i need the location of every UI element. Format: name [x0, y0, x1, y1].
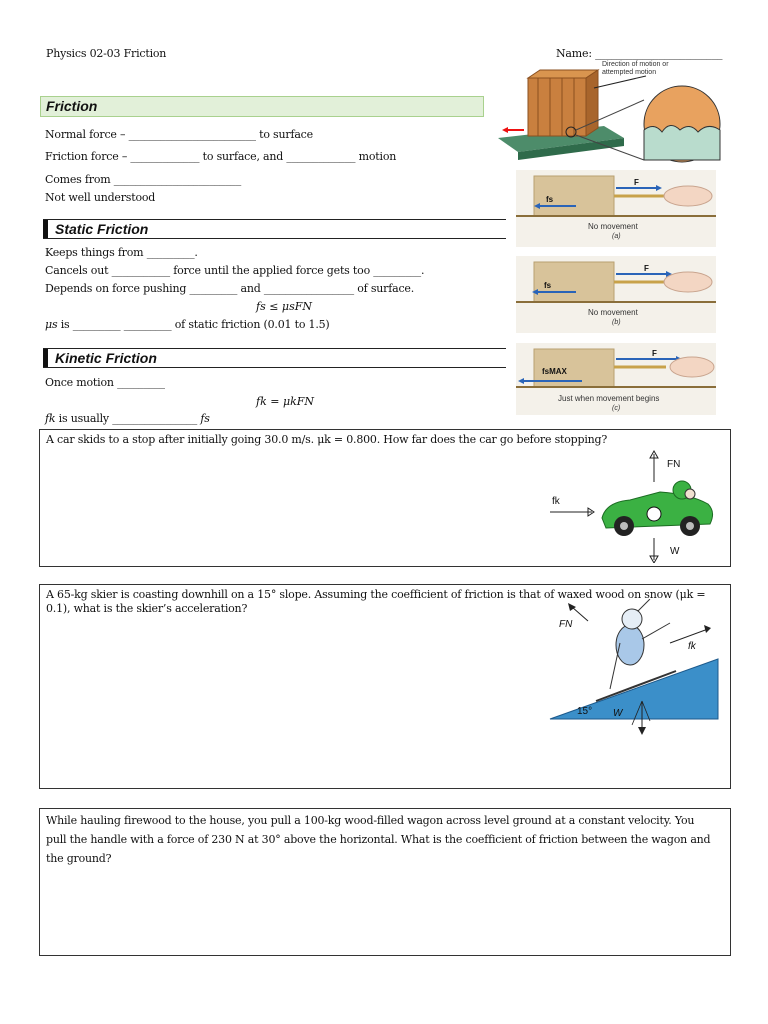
- kinetic-friction-title: Kinetic Friction: [55, 350, 157, 366]
- fn-label: FN: [667, 459, 681, 470]
- not-understood-line: Not well understood: [45, 191, 156, 204]
- static-line-2: Cancels out ___________ force until the applied force gets too _________.: [45, 264, 425, 277]
- panel-c: [516, 343, 716, 415]
- skier-body: [616, 625, 644, 665]
- pulling-hand: [664, 186, 712, 206]
- panel-a-tag: (a): [612, 233, 621, 240]
- crate-direction-label: Direction of motion or attempted motion: [602, 61, 669, 76]
- static-coefficient-text: is _________ _________ of static friction (0.01 to 1.5): [57, 318, 330, 331]
- slope-angle-label: 15°: [577, 706, 593, 717]
- kinetic-usually-text: is usually ________________: [55, 412, 201, 425]
- section-marker: [43, 349, 48, 368]
- static-friction-title: Static Friction: [55, 221, 149, 237]
- worksheet-title: Physics 02-03 Friction: [46, 47, 167, 60]
- name-field-label: Name: ________________________: [556, 47, 723, 60]
- car-diagram: [540, 448, 725, 563]
- fs-symbol: fs: [200, 412, 210, 425]
- problem-3-text: While hauling firewood to the house, you pull a 100-kg wood-filled wagon across level ground at a constant velocity. You pull the handle with a force of 230 N at 30° above the horizontal. What is the coefficient of friction between the wagon and the ground?: [46, 814, 711, 865]
- skier-diagram: [546, 599, 726, 749]
- problem-3-box: [39, 808, 731, 956]
- panel-b-caption: No movement: [588, 308, 638, 317]
- problem-2-box: [39, 584, 731, 789]
- kinetic-friction-header: [43, 348, 506, 368]
- problem-1-text: A car skids to a stop after initially going 30.0 m/s. μk = 0.800. How far does the car go before stopping?: [46, 433, 608, 446]
- fk-label: fk: [688, 641, 696, 652]
- static-friction-header: [43, 219, 506, 239]
- problem-1-box: [39, 429, 731, 567]
- friction-force-line: Friction force – _____________ to surface, and _____________ motion: [45, 150, 397, 163]
- fk-symbol: fk: [45, 412, 56, 425]
- panel-c-caption: Just when movement begins: [558, 394, 660, 403]
- panel-c-tag: (c): [612, 405, 621, 412]
- panel-a: [516, 170, 716, 247]
- force-label: F: [652, 349, 657, 358]
- fn-label: FN: [559, 619, 573, 630]
- force-label: F: [644, 264, 649, 273]
- divider: [43, 367, 506, 368]
- static-line-3: Depends on force pushing _________ and _________________ of surface.: [45, 282, 415, 295]
- friction-section-header: [40, 96, 484, 117]
- panel-a-caption: No movement: [588, 222, 638, 231]
- ski-slope: [550, 659, 718, 719]
- fs-label: fs: [544, 281, 552, 290]
- static-line-4: [45, 318, 330, 332]
- fs-label: fs: [546, 195, 554, 204]
- kinetic-line-2: [45, 412, 210, 426]
- static-friction-equation: fs ≤ μsFN: [256, 300, 312, 313]
- skier-head: [622, 609, 642, 629]
- pulling-hand: [670, 357, 714, 377]
- friction-section-title: Friction: [46, 98, 98, 114]
- wooden-crate: [528, 78, 586, 136]
- force-label: F: [634, 178, 639, 187]
- divider: [43, 238, 506, 239]
- kinetic-friction-equation: fk = μkFN: [256, 395, 315, 408]
- fsmax-label: fsMAX: [542, 367, 567, 376]
- panel-b: [516, 256, 716, 333]
- mu-s-symbol: μs: [45, 318, 58, 331]
- comes-from-line: Comes from ________________________: [45, 173, 242, 186]
- normal-force-line: Normal force – ________________________ to surface: [45, 128, 313, 141]
- section-marker: [43, 220, 48, 239]
- fk-label: fk: [552, 496, 560, 507]
- static-line-1: Keeps things from _________.: [45, 246, 198, 259]
- panel-b-tag: (b): [612, 319, 621, 326]
- pulling-hand: [664, 272, 712, 292]
- w-label: W: [613, 708, 623, 719]
- kinetic-line-1: Once motion _________: [45, 376, 165, 389]
- problem-2-text: A 65-kg skier is coasting downhill on a 15° slope. Assuming the coefficient of friction is that of waxed wood on snow (μk = 0.1), what is the skier’s acceleration?: [46, 588, 706, 615]
- w-label: W: [670, 546, 680, 557]
- motion-arrow: [594, 76, 646, 88]
- ski-pole: [638, 599, 650, 611]
- normal-force-arrow: [572, 607, 588, 621]
